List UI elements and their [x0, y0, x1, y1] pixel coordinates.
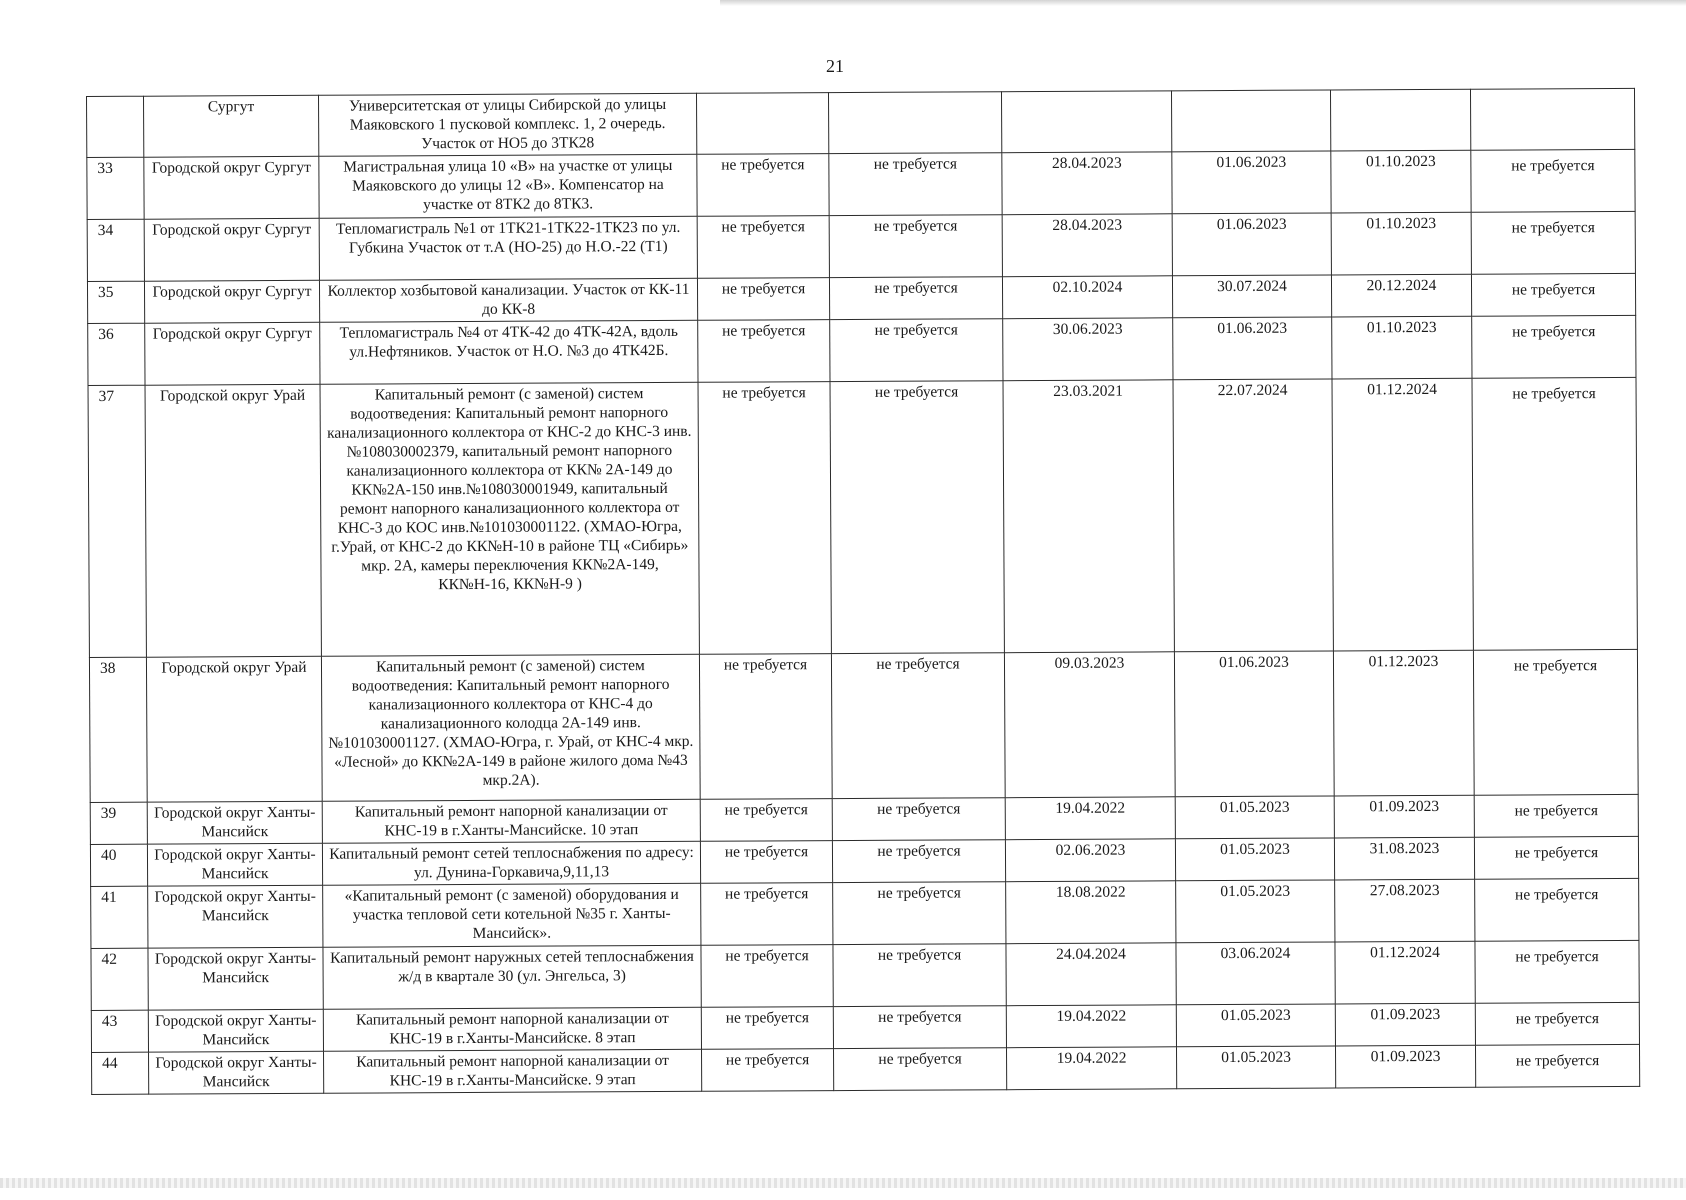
requirement-cell-b [828, 92, 1001, 154]
requirement-cell-a: не требуется [697, 216, 829, 279]
date-cell-1: 24.04.2024 [1006, 943, 1176, 1006]
date-cell-3: 01.09.2023 [1334, 795, 1474, 838]
date-cell-1: 09.03.2023 [1004, 652, 1175, 798]
date-cell-1: 18.08.2022 [1006, 881, 1176, 944]
requirement-cell-b: не требуется [830, 319, 1003, 382]
requirement-cell-c: не требуется [1473, 649, 1638, 795]
date-cell-3: 31.08.2023 [1334, 837, 1474, 880]
requirement-cell-a [696, 93, 828, 155]
date-cell-2: 01.05.2023 [1175, 796, 1334, 839]
document-table-wrapper [86, 88, 1640, 1095]
date-cell-1: 02.06.2023 [1005, 839, 1175, 882]
requirement-cell-c: не требуется [1472, 315, 1636, 378]
row-number: 37 [88, 385, 146, 657]
requirement-cell-b: не требуется [829, 277, 1002, 320]
date-cell-3: 01.12.2023 [1333, 650, 1474, 796]
date-cell-1: 28.04.2023 [1002, 152, 1172, 215]
scan-edge-bottom [0, 1178, 1686, 1188]
municipality-cell: Городской округ Ханты-Мансийск [148, 885, 323, 948]
date-cell-3: 01.10.2023 [1332, 316, 1472, 379]
table-row [91, 940, 1639, 1010]
requirement-cell-a: не требуется [701, 1007, 833, 1050]
date-cell-3 [1330, 89, 1470, 151]
municipality-cell: Городской округ Сургут [144, 280, 319, 323]
date-cell-2: 30.07.2024 [1172, 275, 1331, 318]
requirement-cell-a: не требуется [700, 841, 832, 884]
date-cell-2: 01.06.2023 [1172, 213, 1331, 276]
requirement-cell-a: не требуется [699, 654, 832, 800]
date-cell-1: 19.04.2022 [1006, 1005, 1176, 1048]
requirement-cell-a: не требуется [698, 382, 831, 655]
description-cell: Капитальный ремонт напорной канализации от КНС-19 в г.Ханты-Мансийске. 9 этап [324, 1049, 702, 1093]
requirement-cell-b: не требуется [832, 840, 1005, 883]
requirement-cell-b: не требуется [833, 1048, 1006, 1091]
requirement-cell-c: не требуется [1475, 1002, 1639, 1045]
municipality-cell: Городской округ Сургут [144, 156, 319, 219]
table-row [89, 649, 1638, 802]
date-cell-1: 19.04.2022 [1005, 797, 1175, 840]
municipality-cell: Городской округ Сургут [145, 322, 320, 385]
date-cell-3: 01.09.2023 [1335, 1045, 1475, 1088]
requirement-cell-a: не требуется [701, 1049, 833, 1092]
date-cell-3: 20.12.2024 [1331, 274, 1471, 317]
date-cell-1: 02.10.2024 [1002, 276, 1172, 319]
municipality-cell: Городской округ Урай [146, 656, 322, 802]
requirement-cell-c [1470, 88, 1634, 150]
table-row [88, 315, 1636, 385]
date-cell-2: 01.05.2023 [1176, 1004, 1335, 1047]
table-row [87, 88, 1635, 157]
requirement-cell-b: не требуется [831, 653, 1005, 799]
requirement-cell-c: не требуется [1475, 878, 1639, 941]
requirement-cell-a: не требуется [701, 883, 833, 946]
description-cell: Капитальный ремонт напорной канализации от КНС-19 в г.Ханты-Мансийске. 10 этап [322, 799, 700, 843]
date-cell-3: 01.10.2023 [1331, 212, 1471, 275]
requirement-cell-c: не требуется [1474, 836, 1638, 879]
date-cell-2: 01.05.2023 [1176, 880, 1335, 943]
table-body [87, 88, 1640, 1094]
date-cell-3: 27.08.2023 [1335, 879, 1475, 942]
requirement-cell-b: не требуется [832, 798, 1005, 841]
requirement-cell-c: не требуется [1471, 273, 1635, 316]
requirement-cell-b: не требуется [833, 882, 1006, 945]
description-cell: Капитальный ремонт наружных сетей теплоснабжения ж/д в квартале 30 (ул. Энгельса, 3) [323, 945, 701, 1009]
municipality-cell: Городской округ Ханты-Мансийск [147, 801, 322, 844]
row-number: 39 [90, 802, 147, 844]
description-cell: Университетская от улицы Сибирской до улицы Маяковского 1 пусковой комплекс. 1, 2 очередь. Участок от НО5 до 3ТК28 [318, 93, 696, 156]
municipality-cell: Городской округ Ханты-Мансийск [148, 947, 323, 1010]
requirement-cell-c: не требуется [1474, 794, 1638, 837]
table-row [88, 377, 1637, 657]
row-number: 33 [87, 157, 144, 219]
description-cell: Тепломагистраль №4 от 4ТК-42 до 4ТК-42А, вдоль ул.Нефтяников. Участок от Н.О. №3 до 4ТК42Б. [320, 320, 698, 384]
requirement-cell-a: не требуется [701, 945, 833, 1008]
description-cell: Тепломагистраль №1 от 1ТК21-1ТК22-1ТК23 по ул. Губкина Участок от т.А (НО-25) до Н.О.-22 (Т1) [319, 216, 697, 280]
scan-edge-top [720, 0, 1686, 6]
requirement-cell-b: не требуется [829, 215, 1002, 278]
municipality-cell: Городской округ Урай [145, 384, 321, 657]
date-cell-2: 01.05.2023 [1176, 1046, 1335, 1089]
municipality-cell: Городской округ Сургут [144, 218, 319, 281]
row-number: 43 [91, 1010, 148, 1052]
works-table [86, 88, 1640, 1095]
date-cell-3: 01.12.2024 [1332, 378, 1473, 651]
requirement-cell-c: не требуется [1475, 1044, 1639, 1087]
requirement-cell-c: не требуется [1471, 149, 1635, 212]
description-cell: Капитальный ремонт (с заменой) систем водоотведения: Капитальный ремонт напорного канализационного коллектора от КНС-4 до канализационного колодца 2А-149 инв.№101030001127. (ХМАО-Югра, г. Урай, от КНС-4 мкр. «Лесной» до КК№2А-149 в районе жилого дома №43 мкр.2А). [321, 654, 700, 801]
row-number: 38 [89, 657, 147, 802]
table-row [91, 878, 1639, 948]
row-number: 35 [87, 281, 144, 323]
description-cell: Коллектор хозбытовой канализации. Участок от КК-11 до КК-8 [319, 278, 697, 322]
row-number: 36 [88, 323, 145, 385]
description-cell: Магистральная улица 10 «В» на участке от улицы Маяковского до улицы 12 «В». Компенсатор на участке от 8ТК2 до 8ТК3. [319, 154, 697, 218]
date-cell-1: 28.04.2023 [1002, 214, 1172, 277]
date-cell-2: 01.06.2023 [1174, 651, 1334, 797]
date-cell-2: 01.06.2023 [1173, 317, 1332, 380]
date-cell-2: 22.07.2024 [1173, 379, 1333, 652]
municipality-cell: Сургут [144, 95, 319, 157]
date-cell-3: 01.10.2023 [1331, 150, 1471, 213]
municipality-cell: Городской округ Ханты-Мансийск [148, 1009, 323, 1052]
requirement-cell-b: не требуется [833, 944, 1006, 1007]
municipality-cell: Городской округ Ханты-Мансийск [149, 1051, 324, 1094]
requirement-cell-a: не требуется [700, 799, 832, 842]
date-cell-3: 01.12.2024 [1335, 941, 1475, 1004]
date-cell-1: 30.06.2023 [1003, 318, 1173, 381]
date-cell-3: 01.09.2023 [1335, 1003, 1475, 1046]
row-number: 42 [91, 948, 148, 1010]
requirement-cell-b: не требуется [833, 1006, 1006, 1049]
date-cell-1: 19.04.2022 [1006, 1047, 1176, 1090]
table-row [87, 211, 1635, 281]
municipality-cell: Городской округ Ханты-Мансийск [147, 843, 322, 886]
requirement-cell-b: не требуется [830, 381, 1004, 654]
requirement-cell-a: не требуется [697, 154, 829, 217]
description-cell: Капитальный ремонт сетей теплоснабжения по адресу: ул. Дунина-Горкавича,9,11,13 [322, 841, 700, 885]
date-cell-1 [1001, 91, 1171, 153]
requirement-cell-c: не требуется [1471, 211, 1635, 274]
date-cell-2: 01.06.2023 [1172, 151, 1331, 214]
requirement-cell-a: не требуется [698, 320, 830, 383]
date-cell-1: 23.03.2021 [1003, 380, 1174, 653]
row-number: 41 [91, 886, 148, 948]
row-number [87, 96, 144, 157]
date-cell-2: 03.06.2024 [1176, 942, 1335, 1005]
requirement-cell-b: не требуется [829, 153, 1002, 216]
date-cell-2: 01.05.2023 [1175, 838, 1334, 881]
requirement-cell-c: не требуется [1472, 377, 1637, 650]
date-cell-2 [1171, 90, 1330, 152]
requirement-cell-c: не требуется [1475, 940, 1639, 1003]
row-number: 34 [87, 219, 144, 281]
page-number: 21 [826, 56, 844, 76]
description-cell: «Капитальный ремонт (с заменой) оборудования и участка тепловой сети котельной №35 г. Ханты-Мансийск». [323, 883, 701, 947]
row-number: 44 [92, 1052, 149, 1094]
row-number: 40 [90, 844, 147, 886]
description-cell: Капитальный ремонт (с заменой) систем водоотведения: Капитальный ремонт напорного канализационного коллектора от КНС-2 до КНС-3 инв.№108030002379, капитальный ремонт напорного канализационного коллектора от КК№ 2А-149 до КК№2А-150 инв.№108030001949, капитальный ремонт напорного канализационного коллектора от КНС-3 до КОС инв.№101030001122. (ХМАО-Югра, г.Урай, от КНС-2 до КК№Н-10 в районе ТЦ «Сибирь» мкр. 2А, камеры переключения КК№2А-149, КК№Н-16, КК№Н-9 ) [320, 382, 699, 656]
table-row [87, 149, 1635, 219]
requirement-cell-a: не требуется [697, 278, 829, 321]
description-cell: Капитальный ремонт напорной канализации от КНС-19 в г.Ханты-Мансийске. 8 этап [323, 1007, 701, 1051]
table-row [92, 1044, 1640, 1094]
